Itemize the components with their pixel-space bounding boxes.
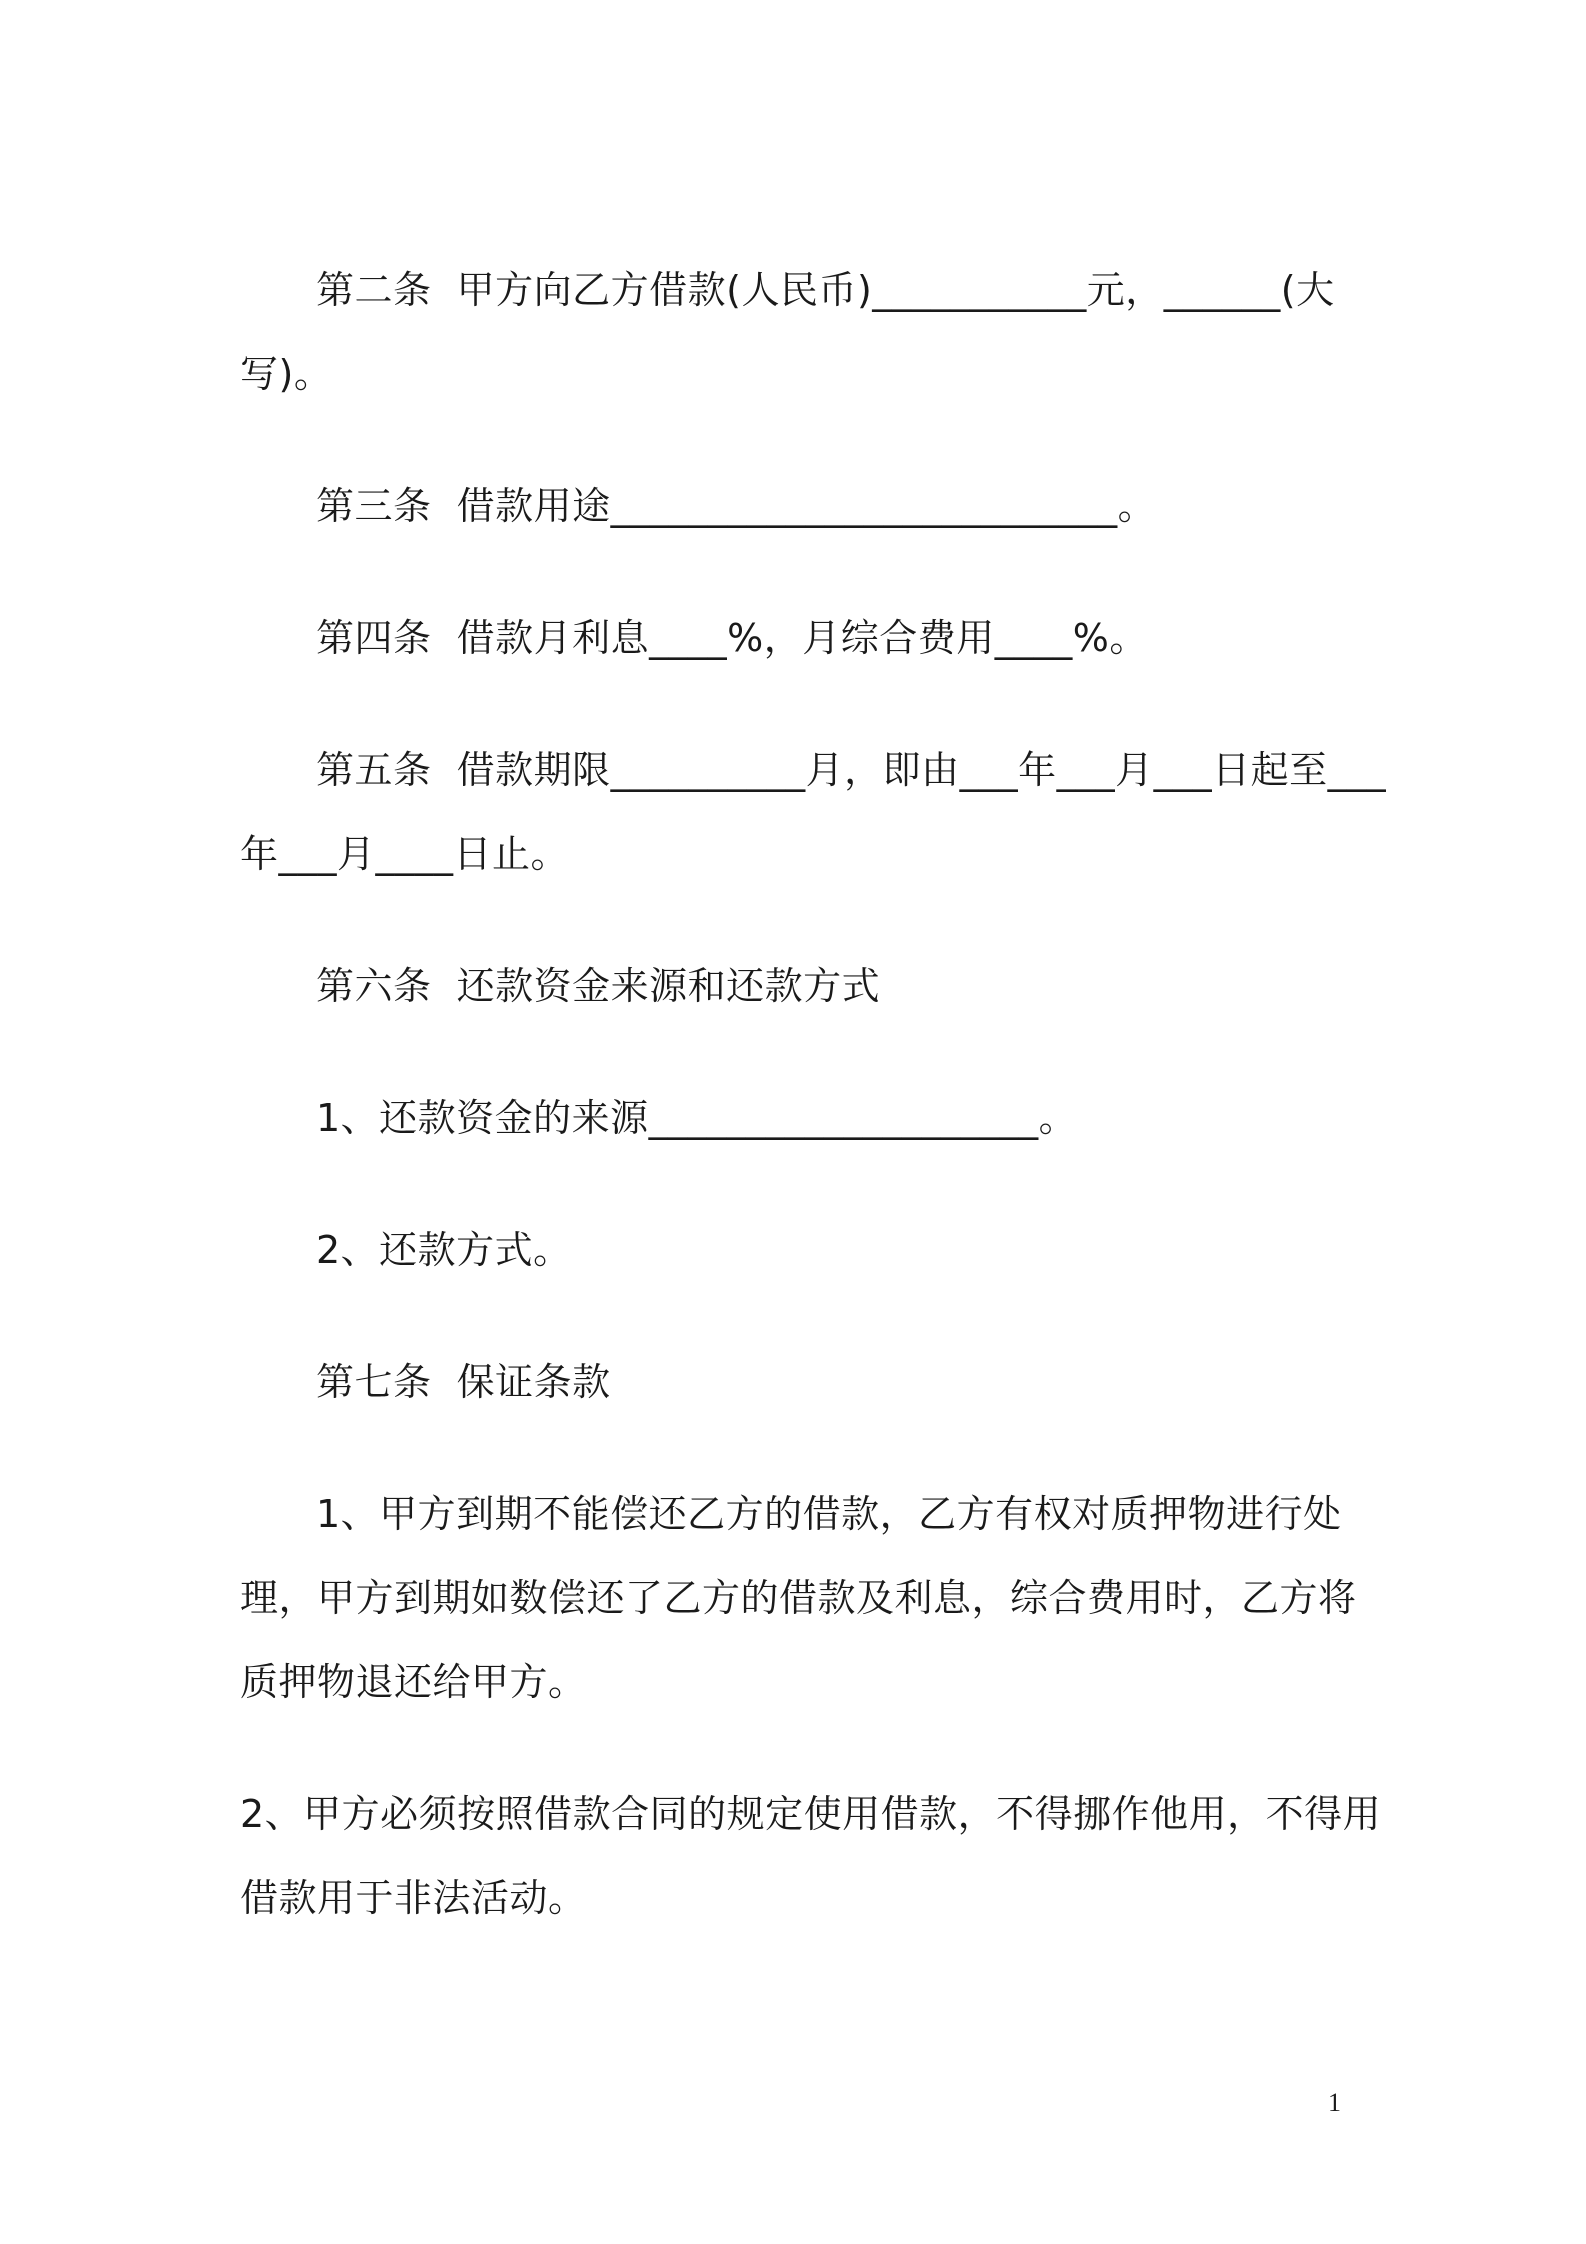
- page-number: 1: [1328, 2088, 1341, 2117]
- article-3-loan-purpose: 第三条 借款用途__________________________。: [316, 484, 1157, 528]
- article-7-guarantee-heading: 第七条 保证条款: [316, 1360, 611, 1404]
- article-6-repayment-heading: 第六条 还款资金来源和还款方式: [316, 964, 881, 1008]
- article-7-item-1-pledge: 1、甲方到期不能偿还乙方的借款，乙方有权对质押物进行处理，甲方到期如数偿还了乙方的借款及利息，综合费用时，乙方将质押物退还给甲方。: [240, 1492, 1357, 1704]
- article-4-interest-rate: 第四条 借款月利息____%，月综合费用____%。: [316, 616, 1148, 660]
- article-2-loan-amount: 第二条 甲方向乙方借款(人民币)___________元，______(大写)。: [240, 268, 1335, 396]
- article-7-item-2-usage: 2、甲方必须按照借款合同的规定使用借款，不得挪作他用，不得用借款用于非法活动。: [240, 1792, 1382, 1920]
- article-5-loan-term: 第五条 借款期限__________月，即由___年___月___日起至___年___月____日止。: [240, 748, 1387, 876]
- document-body: [240, 248, 1390, 1940]
- article-6-item-1-fund-source: 1、还款资金的来源____________________。: [316, 1096, 1078, 1140]
- article-6-item-2-repayment-method: 2、还款方式。: [316, 1228, 572, 1272]
